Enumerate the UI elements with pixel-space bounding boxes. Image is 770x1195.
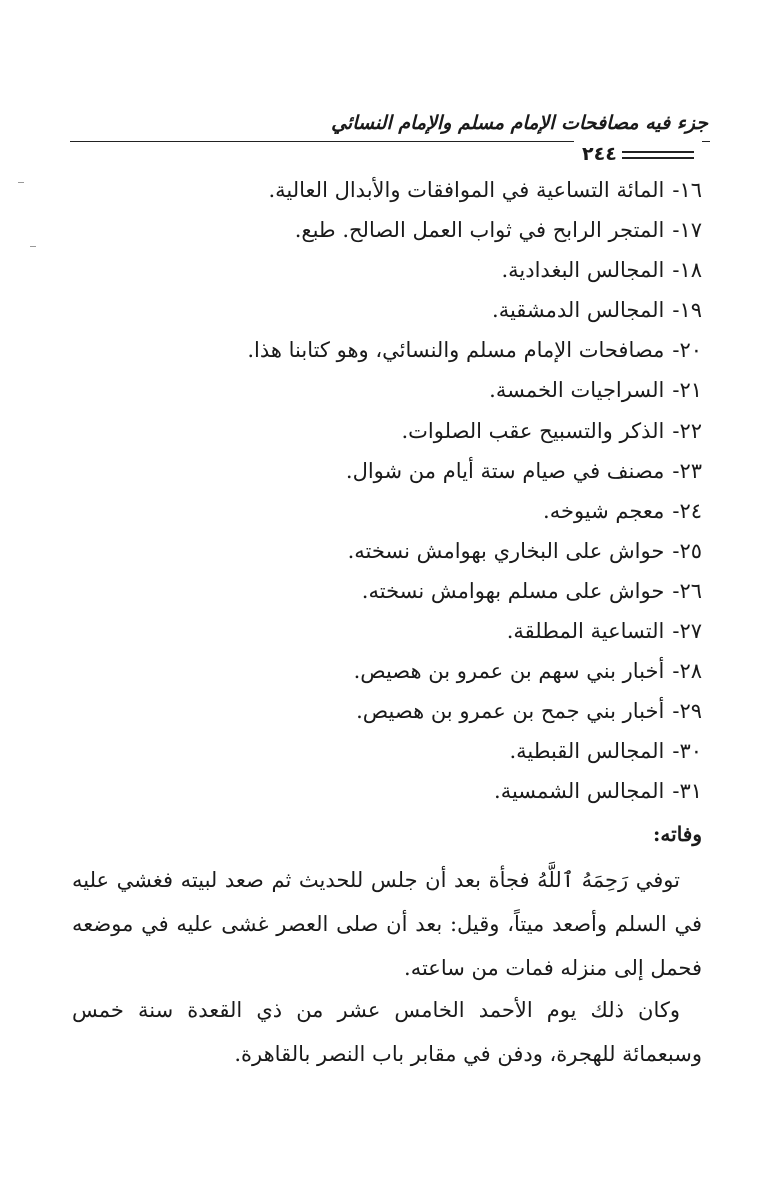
scan-mark (30, 246, 36, 247)
page-number: ٢٤٤ (582, 143, 617, 165)
list-item (62, 531, 702, 571)
list-item (62, 491, 702, 531)
item-title: حواش على مسلم بهوامش نسخته. (361, 578, 665, 603)
item-number: ٣٠- (672, 739, 702, 764)
item-number: ٢١- (672, 378, 702, 403)
item-title: مصنف في صيام ستة أيام من شوال. (345, 458, 665, 483)
item-number: ٢٨- (672, 659, 702, 684)
page-number-rule-bottom (622, 157, 694, 159)
item-title: حواش على البخاري بهوامش نسخته. (347, 538, 665, 563)
scan-mark (18, 182, 24, 183)
list-item (62, 611, 702, 651)
list-item (62, 651, 702, 691)
list-item (62, 330, 702, 370)
item-number: ٣١- (672, 779, 702, 804)
list-item (62, 290, 702, 330)
item-number: ٢٤- (672, 498, 702, 523)
list-item (62, 250, 702, 290)
list-item (62, 370, 702, 410)
item-number: ٢٥- (672, 538, 702, 563)
item-title: أخبار بني سهم بن عمرو بن هصيص. (353, 659, 665, 684)
item-number: ٢٣- (672, 458, 702, 483)
body-paragraph: توفي رَحِمَهُ ٱللَّهُ فجأة بعد أن جلس للحديث ثم صعد لبيته فغشي عليه في السلم وأصعد ميتاً، وقيل: بعد أن صلى العصر غشى عليه في موضعه فحمل إلى منزله فمات من ساعته. (72, 868, 702, 980)
item-number: ١٦- (672, 178, 702, 202)
item-title: معجم شيوخه. (543, 498, 665, 523)
list-item (62, 691, 702, 731)
item-title: التساعية المطلقة. (506, 619, 665, 644)
item-title: مصافحات الإمام مسلم والنسائي، وهو كتابنا هذا. (247, 338, 665, 363)
item-number: ٢٢- (672, 418, 702, 443)
body-paragraph: وكان ذلك يوم الأحمد الخامس عشر من ذي القعدة سنة خمس وسبعمائة للهجرة، ودفن في مقابر باب النصر بالقاهرة. (72, 998, 702, 1066)
list-item (62, 771, 702, 811)
item-number: ٢٦- (672, 578, 702, 603)
item-number: ١٩- (672, 298, 702, 323)
item-number: ١٨- (672, 258, 702, 283)
item-title: الذكر والتسبيح عقب الصلوات. (401, 418, 665, 443)
section-heading: وفاته: (653, 822, 702, 846)
list-item (62, 731, 702, 771)
list-item (62, 571, 702, 611)
item-number: ٢٩- (672, 699, 702, 724)
running-title: جزء فيه مصافحات الإمام مسلم والإمام النسائي (331, 112, 708, 134)
item-number: ١٧- (672, 218, 702, 243)
item-title: المجالس القبطية. (509, 739, 665, 764)
list-item (62, 170, 702, 210)
item-title: المجالس الدمشقية. (492, 298, 665, 323)
page-number-rule-top (622, 151, 694, 153)
works-list (62, 170, 702, 812)
item-title: المجالس الشمسية. (494, 779, 665, 804)
item-title: السراجيات الخمسة. (489, 378, 665, 403)
item-number: ٢٠- (672, 338, 702, 363)
item-number: ٢٧- (672, 619, 702, 644)
item-title: المائة التساعية في الموافقات والأبدال العالية. (268, 178, 665, 202)
list-item (62, 411, 702, 451)
item-title: أخبار بني جمح بن عمرو بن هصيص. (356, 699, 665, 724)
item-title: المجالس البغدادية. (501, 258, 665, 283)
list-item (62, 210, 702, 250)
item-title: المتجر الرابح في ثواب العمل الصالح. طبع. (294, 218, 665, 243)
list-item (62, 451, 702, 491)
